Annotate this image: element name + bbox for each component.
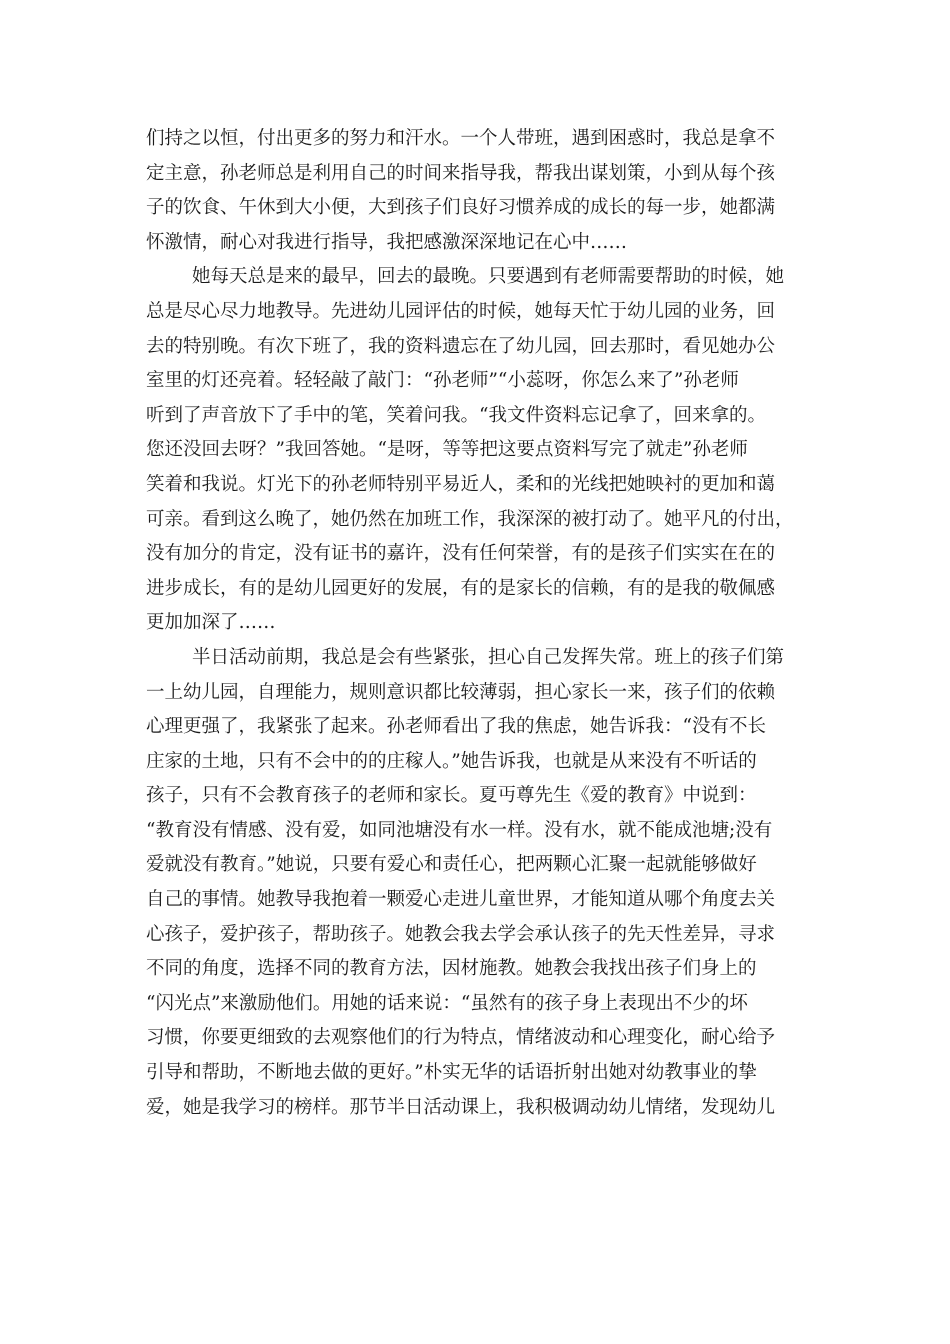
text-line: 庄家的土地，只有不会中的的庄稼人。”她告诉我，也就是从来没有不听话的 — [146, 750, 757, 772]
document-body — [146, 122, 810, 1125]
text-line: 爱就没有教育。”她说，只要有爱心和责任心，把两颗心汇聚一起就能够做好 — [146, 854, 757, 876]
text-line: 习惯，你要更细致的去观察他们的行为特点，情绪波动和心理变化，耐心给予 — [146, 1027, 776, 1049]
text-line: 笑着和我说。灯光下的孙老师特别平易近人，柔和的光线把她映衬的更加和蔼 — [146, 473, 776, 495]
text-line: 她每天总是来的最早，回去的最晚。只要遇到有老师需要帮助的时候，她 — [192, 266, 785, 288]
text-line: 们持之以恒，付出更多的努力和汗水。一个人带班，遇到困惑时，我总是拿不 — [146, 128, 776, 149]
text-line: 定主意，孙老师总是利用自己的时间来指导我，帮我出谋划策，小到从每个孩 — [146, 162, 776, 184]
text-line: 自己的事情。她教导我抱着一颗爱心走进儿童世界，才能知道从哪个角度去关 — [146, 889, 776, 911]
paragraph-1 — [146, 122, 810, 260]
text-line: 一上幼儿园，自理能力，规则意识都比较薄弱，担心家长一来，孩子们的依赖 — [146, 681, 776, 703]
paragraph-3 — [146, 641, 810, 1125]
text-line: 没有加分的肯定，没有证书的嘉许，没有任何荣誉，有的是孩子们实实在在的 — [146, 543, 776, 565]
text-line: 您还没回去呀？”我回答她。“是呀，等等把这要点资料写完了就走”孙老师 — [146, 439, 748, 461]
text-line: 子的饮食、午休到大小便，大到孩子们良好习惯养成的成长的每一步，她都满 — [146, 197, 776, 219]
paragraph-2 — [146, 260, 810, 641]
text-line: 总是尽心尽力地教导。先进幼儿园评估的时候，她每天忙于幼儿园的业务，回 — [146, 300, 776, 322]
text-line: 孩子，只有不会教育孩子的老师和家长。夏丏尊先生《爱的教育》中说到： — [146, 785, 757, 807]
text-line: 室里的灯还亮着。轻轻敲了敲门：“孙老师”“小蕊呀，你怎么来了”孙老师 — [146, 370, 739, 392]
text-line: 可亲。看到这么晚了，她仍然在加班工作，我深深的被打动了。她平凡的付出， — [146, 508, 794, 530]
text-line: 听到了声音放下了手中的笔，笑着问我。“我文件资料忘记拿了，回来拿的。 — [146, 404, 766, 426]
text-line: 怀激情，耐心对我进行指导，我把感激深深地记在心中…… — [146, 231, 628, 253]
text-line: 爱，她是我学习的榜样。那节半日活动课上，我积极调动幼儿情绪，发现幼儿 — [146, 1096, 776, 1118]
text-line: 心理更强了，我紧张了起来。孙老师看出了我的焦虑，她告诉我：“没有不长 — [146, 716, 766, 738]
text-line: “闪光点”来激励他们。用她的话来说：“虽然有的孩子身上表现出不少的坏 — [146, 992, 748, 1014]
text-line: 引导和帮助，不断地去做的更好。”朴实无华的话语折射出她对幼教事业的挚 — [146, 1062, 757, 1084]
text-line: 心孩子，爱护孩子，帮助孩子。她教会我去学会承认孩子的先天性差异，寻求 — [146, 923, 776, 945]
text-line: “教育没有情感、没有爱，如同池塘没有水一样。没有水，就不能成池塘;没有 — [146, 819, 773, 841]
text-line: 不同的角度，选择不同的教育方法，因材施教。她教会我找出孩子们身上的 — [146, 958, 757, 980]
text-line: 更加加深了…… — [146, 612, 276, 634]
text-line: 去的特别晚。有次下班了，我的资料遗忘在了幼儿园，回去那时，看见她办公 — [146, 335, 776, 357]
text-line: 进步成长，有的是幼儿园更好的发展，有的是家长的信赖，有的是我的敬佩感 — [146, 577, 776, 599]
text-line: 半日活动前期，我总是会有些紧张，担心自己发挥失常。班上的孩子们第 — [192, 646, 785, 668]
